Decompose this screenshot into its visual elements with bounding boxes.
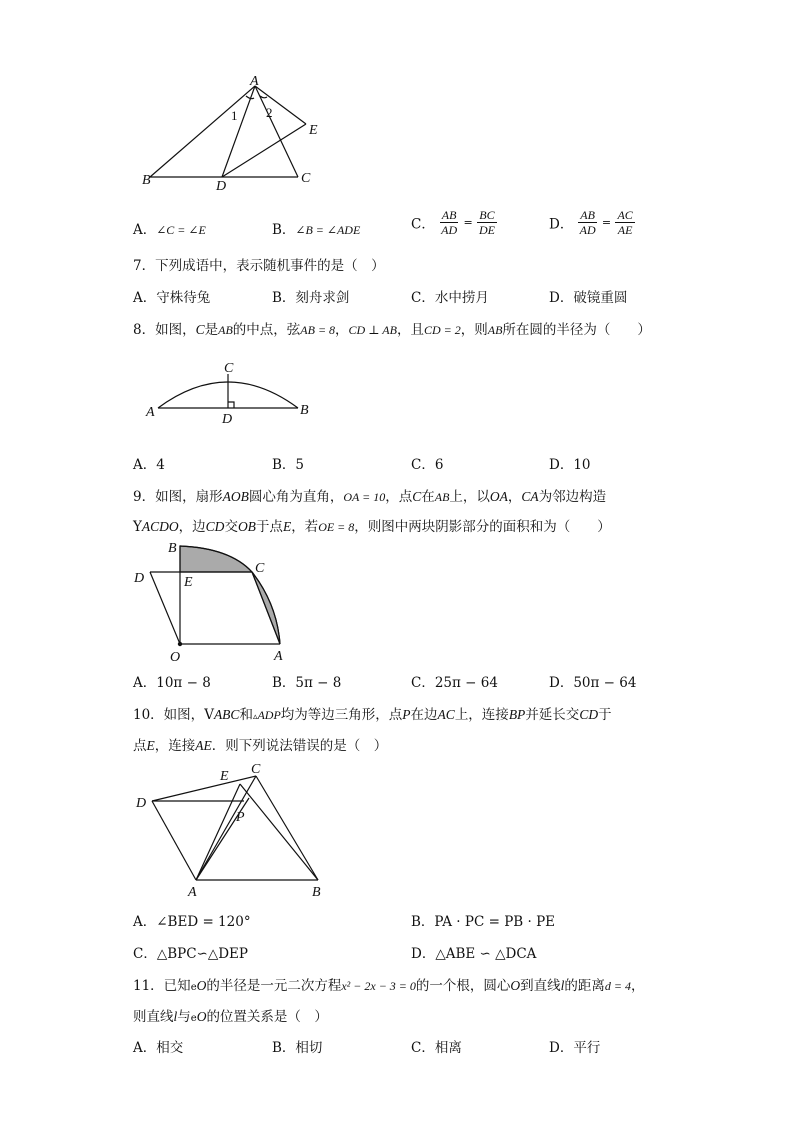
fig4-label-a: A xyxy=(188,885,197,900)
fig3-label-b: B xyxy=(168,541,177,556)
q6-option-c[interactable]: C． $\frac{AB}{AD}$ = $\frac{BC}{DE}$ xyxy=(411,208,495,237)
q9-option-b[interactable]: B．5π − 8 xyxy=(272,675,342,691)
fig2-label-a: A xyxy=(146,405,155,420)
fig4-label-b: B xyxy=(312,885,321,900)
q6-d-fraction-1: $\frac{AB}{AD}$ xyxy=(579,208,596,237)
figure-sector-parallelogram xyxy=(128,538,298,666)
figure-triangle-abc-ade xyxy=(130,72,340,197)
fig4-label-p: P xyxy=(236,810,245,825)
fig1-angle-2: 2 xyxy=(266,105,273,120)
fig3-label-o: O xyxy=(170,650,181,665)
fig3-label-e: E xyxy=(184,575,193,590)
q9-stem-line1: 9．如图，扇形AOB圆心角为直角，OA = 10，点C在AB上，以OA，CA为邻边构造 xyxy=(133,489,607,505)
fig2-label-c: C xyxy=(224,361,234,376)
q7-stem: 7．下列成语中，表示随机事件的是（ ） xyxy=(133,258,385,274)
fig4-label-e: E xyxy=(220,769,229,784)
fig1-label-b: B xyxy=(142,173,151,188)
q10-option-d[interactable]: D．△ABE ∽ △DCA xyxy=(411,946,537,962)
q7-option-a[interactable]: A．守株待兔 xyxy=(133,290,211,306)
fig2-label-b: B xyxy=(300,403,309,418)
q11-option-a[interactable]: A．相交 xyxy=(133,1040,184,1056)
figure-equilateral-triangles xyxy=(130,758,340,900)
q9-option-a[interactable]: A．10π − 8 xyxy=(133,675,211,691)
q10-option-a[interactable]: A．∠BED = 120° xyxy=(133,914,251,930)
fig1-angle-1: 1 xyxy=(231,108,238,123)
q7-option-b[interactable]: B．刻舟求剑 xyxy=(272,290,350,306)
figure-arc-chord xyxy=(140,358,320,428)
q6-option-d[interactable]: D． $\frac{AB}{AD}$ = $\frac{AC}{AE}$ xyxy=(549,208,633,237)
fig4-label-d: D xyxy=(136,796,147,811)
q9-option-d[interactable]: D．50π − 64 xyxy=(549,675,637,691)
q10-stem-line2: 点E，连接AE．则下列说法错误的是（ ） xyxy=(133,738,388,754)
fig3-label-c: C xyxy=(255,561,265,576)
q11-option-d[interactable]: D．平行 xyxy=(549,1040,601,1056)
fig1-label-e: E xyxy=(309,123,318,138)
q7-option-d[interactable]: D．破镜重圆 xyxy=(549,290,628,306)
fig1-label-c: C xyxy=(301,171,311,186)
q10-option-c[interactable]: C．△BPC∽△DEP xyxy=(133,946,249,962)
q10-stem-line1: 10．如图，VABC和▵ADP均为等边三角形，点P在边AC上，连接BP并延长交CD于 xyxy=(133,707,612,723)
q6-c-fraction-1: $\frac{AB}{AD}$ xyxy=(441,208,458,237)
q9-stem-line2: YACDO，边CD交OB于点E，若OE = 8，则图中两块阴影部分的面积和为（ ） xyxy=(133,519,611,535)
q6-d-fraction-2: $\frac{AC}{AE}$ xyxy=(617,208,633,237)
q8-option-a[interactable]: A．4 xyxy=(133,457,165,473)
fig1-label-a: A xyxy=(250,74,259,89)
q9-option-c[interactable]: C．25π − 64 xyxy=(411,675,498,691)
q11-option-c[interactable]: C．相离 xyxy=(411,1040,462,1056)
q8-option-c[interactable]: C．6 xyxy=(411,457,444,473)
q7-option-c[interactable]: C．水中捞月 xyxy=(411,290,489,306)
q11-stem-line2: 则直线l与eO的位置关系是（ ） xyxy=(133,1009,328,1025)
q8-option-b[interactable]: B．5 xyxy=(272,457,305,473)
q10-option-b[interactable]: B．PA · PC = PB · PE xyxy=(411,914,556,930)
q6-c-fraction-2: $\frac{BC}{DE}$ xyxy=(478,208,495,237)
q11-option-b[interactable]: B．相切 xyxy=(272,1040,323,1056)
fig3-label-d: D xyxy=(134,571,145,586)
q11-stem-line1: 11．已知eO的半径是一元二次方程x² − 2x − 3 = 0的一个根，圆心O到直线l的距离d = 4， xyxy=(133,978,645,994)
q8-stem: 8．如图，C是AB的中点，弦AB = 8，CD ⊥ AB，且CD = 2，则AB所在圆的半径为（ ） xyxy=(133,322,651,338)
fig2-label-d: D xyxy=(222,412,233,427)
q6-option-a[interactable]: A．∠C = ∠E xyxy=(133,222,206,238)
q6-option-b[interactable]: B．∠B = ∠ADE xyxy=(272,222,361,238)
fig4-label-c: C xyxy=(251,762,261,777)
q8-option-d[interactable]: D．10 xyxy=(549,457,591,473)
fig1-label-d: D xyxy=(216,179,227,194)
fig3-label-a: A xyxy=(274,649,283,664)
